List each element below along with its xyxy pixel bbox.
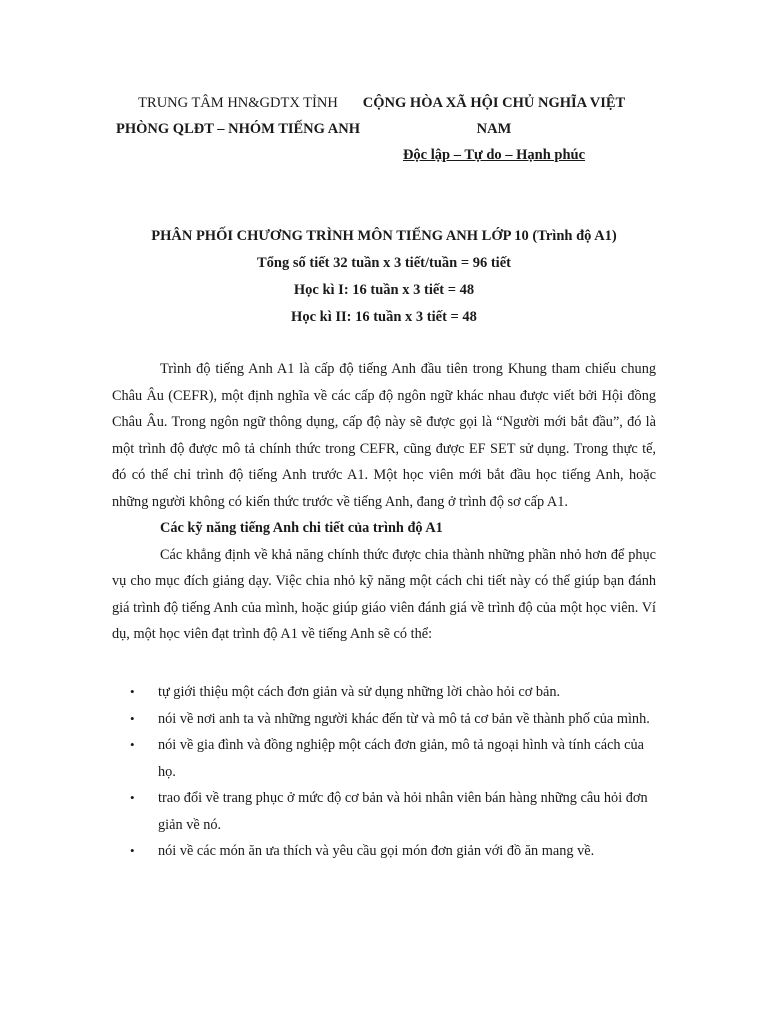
bullet-icon: • (130, 684, 135, 699)
list-item (130, 785, 656, 838)
list-item-text: trao đổi về trang phục ở mức độ cơ bản và hỏi nhân viên bán hàng những câu hỏi đơn giản về nó. (158, 790, 648, 833)
header-center-name: TRUNG TÂM HN&GDTX TỈNH (138, 95, 338, 111)
document-title-block (0, 223, 768, 331)
bullet-icon: • (130, 737, 135, 752)
bullet-icon: • (130, 710, 135, 726)
header-department-name: PHÒNG QLĐT – NHÓM TIẾNG ANH (116, 121, 360, 137)
list-item (130, 679, 656, 706)
bullet-icon: • (130, 843, 135, 858)
list-item (130, 732, 656, 785)
list-item (130, 838, 656, 865)
intro-paragraph: Trình độ tiếng Anh A1 là cấp độ tiếng Anh đầu tiên trong Khung tham chiếu chung Châu Âu (CEFR), một định nghĩa về các cấp độ ngôn ngữ khác nhau được viết bởi Hội đồng Châu Âu. Trong ngôn ngữ thông dụng, cấp độ này sẽ được gọi là “Người mới bắt đầu”, đó là một trình độ được mô tả chính thức trong CEFR, cũng được EF SET sử dụng. Trong thực tế, đó có thể chỉ trình độ tiếng Anh trước A1. Một học viên mới bắt đầu học tiếng Anh, hoặc những người không có kiến thức trước về tiếng Anh, đang ở trình độ sơ cấp A1. (112, 361, 656, 510)
skills-bullet-list (130, 679, 656, 865)
header-right-block (362, 90, 626, 168)
total-periods-line: Tổng số tiết 32 tuần x 3 tiết/tuần = 96 tiết (257, 255, 511, 271)
list-item-text: nói về các món ăn ưa thích và yêu cầu gọi món đơn giản với đồ ăn mang về. (158, 843, 595, 859)
section-subheading: Các kỹ năng tiếng Anh chi tiết của trình độ A1 (160, 520, 443, 536)
list-item-text: nói về nơi anh ta và những người khác đến từ và mô tả cơ bản về thành phố của mình. (158, 710, 650, 727)
header-motto: Độc lập – Tự do – Hạnh phúc (402, 147, 586, 163)
bullet-icon: • (130, 790, 135, 805)
semester-2-line: Học kì II: 16 tuần x 3 tiết = 48 (291, 309, 477, 325)
semester-1-line: Học kì I: 16 tuần x 3 tiết = 48 (293, 282, 475, 298)
list-item-text: nói về gia đình và đồng nghiệp một cách đơn giản, mô tả ngoại hình và tính cách của họ. (158, 737, 644, 780)
header-country-name: CỘNG HÒA XÃ HỘI CHỦ NGHĨA VIỆT NAM (362, 95, 626, 137)
document-title: PHÂN PHỐI CHƯƠNG TRÌNH MÔN TIẾNG ANH LỚP 10 (Trình độ A1) (151, 228, 617, 244)
document-body (112, 356, 656, 648)
header-left-block (112, 90, 364, 142)
skills-paragraph: Các khẳng định về khả năng chính thức được chia thành những phần nhỏ hơn để phục vụ cho mục đích giảng dạy. Việc chia nhỏ kỹ năng một cách chi tiết này có thể giúp bạn đánh giá trình độ tiếng Anh của mình, hoặc giúp giáo viên đánh giá về trình độ của một học viên. Ví dụ, một học viên đạt trình độ A1 về tiếng Anh sẽ có thể: (112, 546, 656, 642)
list-item-text: tự giới thiệu một cách đơn giản và sử dụng những lời chào hỏi cơ bản. (158, 684, 561, 700)
list-item (130, 706, 656, 733)
